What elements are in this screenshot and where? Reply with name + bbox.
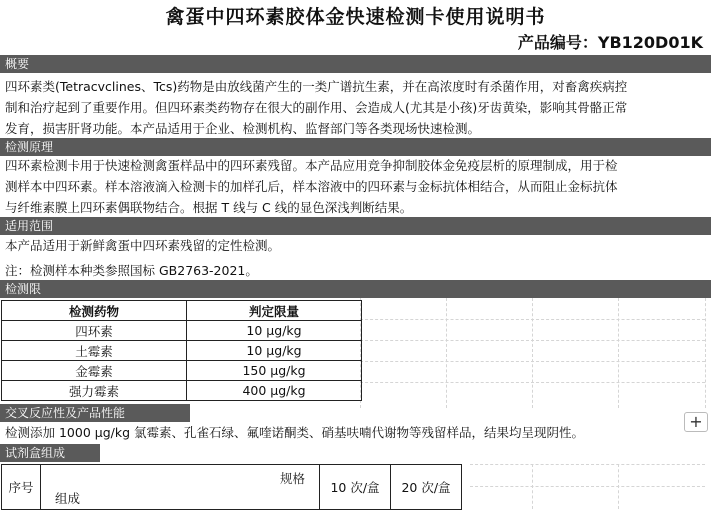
limit-value: 400 μg/kg [187, 381, 362, 401]
section-header-overview: 概要 [0, 55, 711, 73]
detection-limit-table [1, 300, 362, 401]
cross-reactivity-text [5, 422, 707, 443]
overview-line: 制和治疗起到了重要作用。但四环素类药物存在很大的副作用、会造成人(尤其是小孩)牙齿黄染，影响其骨骼正常 [5, 100, 628, 115]
index-header: 序号 [2, 465, 41, 510]
overview-line: 发育，损害肝肾功能。本产品适用于企业、检测机构、监督部门等各类现场快速检测。 [5, 121, 481, 136]
drug-name: 土霉素 [2, 341, 187, 361]
section-header-kit: 试剂盒组成 [0, 444, 100, 462]
principle-line: 四环素检测卡用于快速检测禽蛋样品中的四环素残留。本产品应用竞争抑制胶体金免疫层析的原理制成，用于检 [5, 158, 618, 173]
scope-line: 本产品适用于新鲜禽蛋中四环素残留的定性检测。 [5, 238, 281, 253]
table-row [2, 381, 362, 401]
table-header-row [2, 301, 362, 321]
column-header-10: 10 次/盒 [320, 465, 391, 510]
section-header-limit: 检测限 [0, 280, 711, 298]
section-header-cross-reactivity: 交叉反应性及产品性能 [0, 404, 190, 422]
column-header: 判定限量 [187, 301, 362, 321]
drug-name: 四环素 [2, 321, 187, 341]
composition-label: 组成 [55, 491, 81, 506]
principle-line: 测样本中四环素。样本溶液滴入检测卡的加样孔后，样本溶液中的四环素与金标抗体相结合，从而阻止金标抗体 [5, 179, 618, 194]
limit-value: 10 μg/kg [187, 321, 362, 341]
scope-note: 注：检测样本种类参照国标 GB2763-2021。 [5, 263, 258, 278]
section-header-principle: 检测原理 [0, 138, 711, 156]
limit-value: 150 μg/kg [187, 361, 362, 381]
drug-name: 强力霉素 [2, 381, 187, 401]
overview-text [5, 76, 707, 139]
spec-label: 规格 [279, 471, 305, 486]
principle-line: 与纤维素膜上四环素偶联物结合。根据 T 线与 C 线的显色深浅判断结果。 [5, 200, 413, 215]
overview-line: 四环素类(Tetracvclines、Tcs)药物是由放线菌产生的一类广谱抗生素，并在高浓度时有杀菌作用，对畜禽疾病控 [5, 79, 628, 94]
drug-name: 金霉素 [2, 361, 187, 381]
add-button[interactable]: + [684, 412, 708, 432]
spec-composition-header [41, 465, 320, 510]
table-row [2, 321, 362, 341]
column-header: 检测药物 [2, 301, 187, 321]
cross-reactivity-line: 检测添加 1000 μg/kg 氯霉素、孔雀石绿、氟喹诺酮类、硝基呋喃代谢物等残留样品，结果均呈现阴性。 [5, 425, 585, 440]
limit-value: 10 μg/kg [187, 341, 362, 361]
principle-text [5, 155, 707, 218]
scope-text [5, 235, 707, 281]
page-title: 禽蛋中四环素胶体金快速检测卡使用说明书 [165, 6, 546, 28]
product-code: 产品编号：YB120D01K [517, 33, 703, 52]
table-row [2, 341, 362, 361]
table-row [2, 361, 362, 381]
column-header-20: 20 次/盒 [391, 465, 462, 510]
table-header-row [2, 465, 462, 510]
kit-composition-table [1, 464, 462, 510]
section-header-scope: 适用范围 [0, 217, 711, 235]
